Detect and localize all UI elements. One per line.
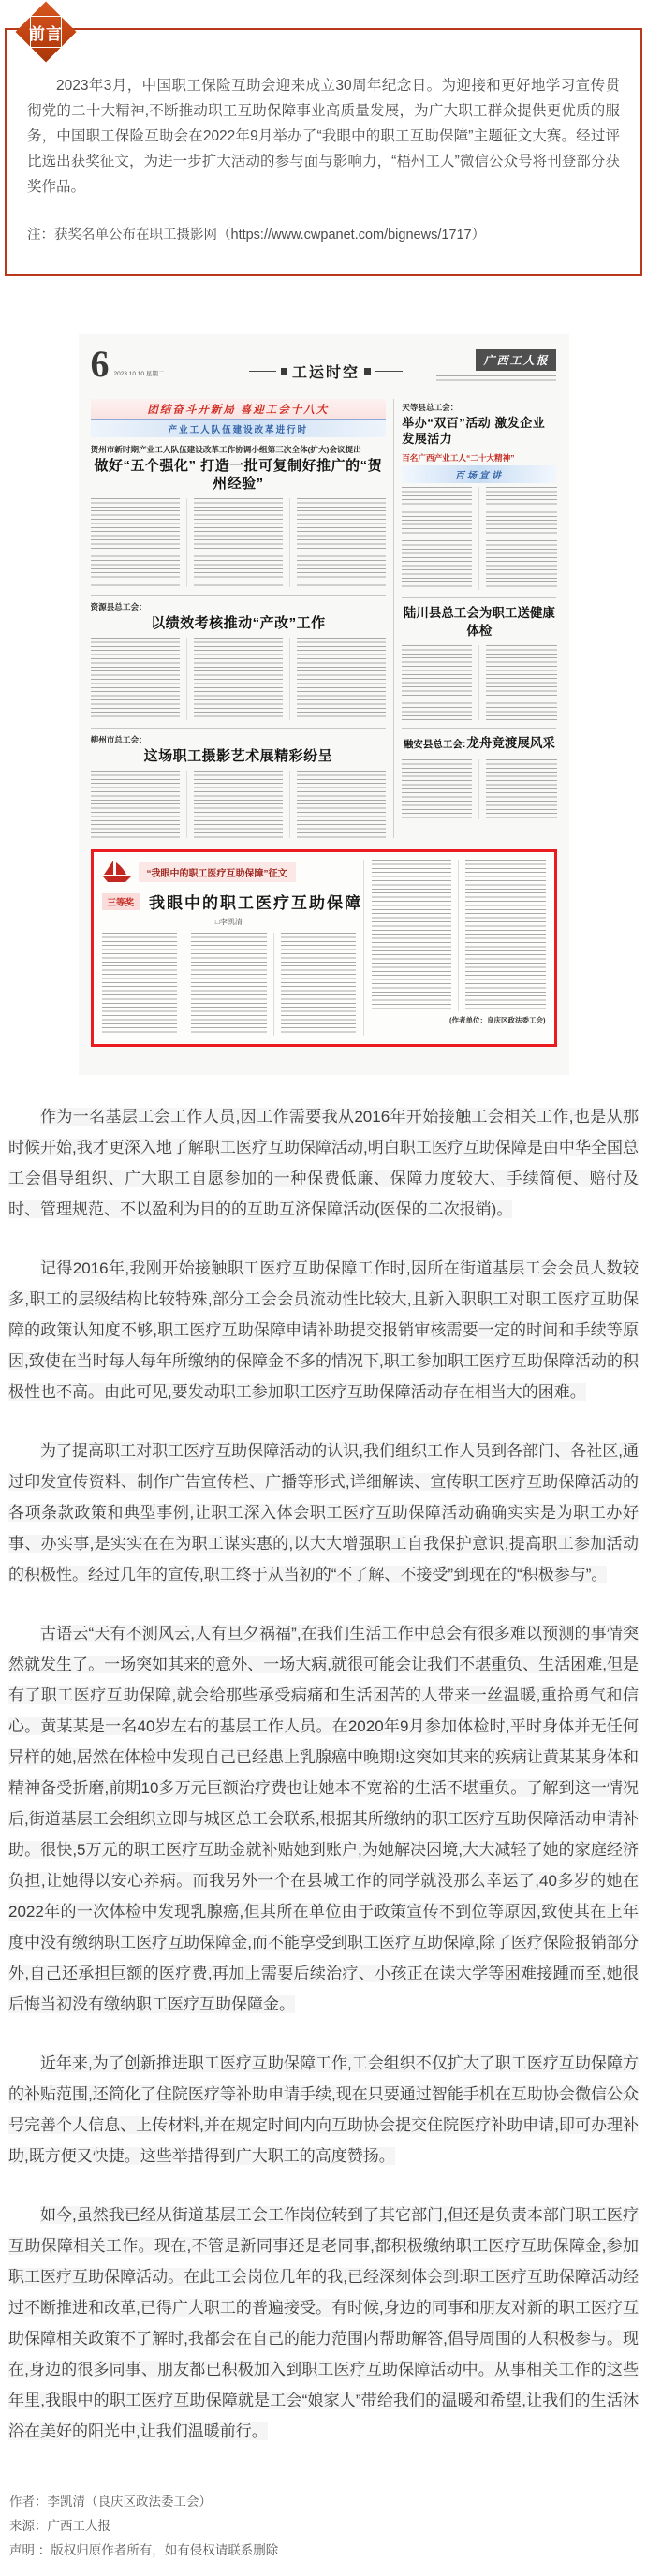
newspaper-masthead: 广西工人报 [476, 349, 556, 371]
newspaper-text-column [402, 645, 472, 720]
newspaper-text-column [478, 487, 556, 590]
newspaper-text-column [402, 759, 472, 819]
newspaper-text-column [289, 498, 386, 587]
article-kicker: 天等县总工会： [402, 403, 459, 412]
campaign-banner-red: 团结奋斗开新局 喜迎工会十八大 [91, 399, 387, 420]
feature-author-credit: (作者单位：良庆区政法委工会) [448, 1016, 546, 1024]
feature-column-tag: “我眼中的职工医疗互助保障”征文 [139, 862, 296, 882]
article-divider [91, 595, 387, 596]
article-subhead-red: 百名广西产业工人“二十大精神” [402, 453, 515, 463]
newspaper-text-block [402, 487, 556, 590]
feature-article-top [102, 860, 357, 884]
newspaper-header [90, 343, 557, 385]
newspaper-text-block [102, 933, 357, 1036]
article-paragraph [8, 1435, 639, 1590]
article-kicker: 资源县总工会： [90, 602, 147, 611]
rule-line [249, 371, 276, 372]
article-kicker-inline: 融安县总工会: [403, 739, 466, 750]
article-kicker: 贺州市新时期产业工人队伍建设改革工作协调小组第三次全体(扩大)会议提出 [90, 445, 361, 454]
newspaper-text-column [102, 933, 178, 1036]
paragraph-text: 为了提高职工对职工医疗互助保障活动的认识,我们组织工作人员到各部门、各社区,通过印发宣传资料、制作广告宣传栏、广播等形式,详细解读、宣传职工医疗互助保障活动的各项条款政策和典型事例,让职工深入体会职工医疗互助保障活动确确实实是为职工办好事、办实事,是实实在在为职工谋实惠的,以大大增强职工自我保护意识,提高职工参加活动的积极性。经过几年的宣传,职工终于从当初的“不了解、不接受”到现在的“积极参与”。 [8, 1442, 639, 1583]
newspaper-text-column [186, 498, 283, 587]
newspaper-text-column [458, 860, 545, 1011]
article-divider [91, 728, 387, 729]
preface-badge [19, 5, 73, 59]
newspaper-text-column [91, 638, 180, 720]
newspaper-text-block [91, 771, 387, 838]
feature-byline: □李凯清 [214, 918, 243, 926]
paragraph-text: 如今,虽然我已经从街道基层工会工作岗位转到了其它部门,但还是负责本部门职工医疗互助保障相关工作。现在,不管是新同事还是老同事,都积极缴纳职工医疗互助保障金,参加职工医疗互助保障活动。在此工会岗位几年的我,已经深刻体会到:职工医疗互助保障活动经过不断推进和改革,已得广大职工的普遍接受。有时候,身边的同事和朋友对新的职工医疗互助保障相关政策不了解时,我都会在自己的能力范围内帮助解答,倡导周围的人积极参与。现在,身边的很多同事、朋友都已积极加入到职工医疗互助保障活动中。从事相关工作的这些年里,我眼中的职工医疗互助保障就是工会“娘家人”带给我们的温暖和希望,让我们的生活沐浴在美好的阳光中,让我们温暖前行。 [8, 2206, 639, 2440]
credit-source: 来源：广西工人报 [9, 2519, 110, 2533]
campaign-banner-blue: 产业工人队伍建设改革进行时 [91, 420, 387, 437]
article-headline: 以绩效考核推动“产改”工作 [151, 615, 326, 631]
newspaper-text-column [273, 933, 357, 1036]
newspaper-columns [91, 399, 557, 838]
newspaper-text-block [91, 638, 387, 720]
newspaper-text-block [402, 759, 556, 819]
paragraph-text: 记得2016年,我刚开始接触职工医疗互助保障工作时,因所在街道基层工会会员人数较多,职工的层级结构比较特殊,部分工会会员流动性比较大,且新入职职工对职工医疗互助保障的政策认知度不够,职工医疗互助保障申请补助提交报销审核需要一定的时间和手续等原因,致使在当时每人每年所缴纳的保障金不多的情况下,职工参加职工医疗互助保障活动的积极性也不高。由此可见,要发动职工参加职工医疗互助保障活动存在相当大的困难。 [8, 1259, 639, 1401]
paragraph-text: 作为一名基层工会工作人员,因工作需要我从2016年开始接触工会相关工作,也是从那时候开始,我才更深入地了解职工医疗互助保障活动,明白职工医疗互助保障是由中华全国总工会倡导组织、广大职工自愿参加的一种保费低廉、保障力度较大、手续简便、赔付及时、管理规范、不以盈利为目的的互助互济保障活动(医保的二次报销)。 [8, 1108, 639, 1218]
newspaper-text-column [372, 860, 451, 1011]
award-badge: 三等奖 [102, 893, 140, 910]
article-subhead-blue: 百场宣讲 [402, 465, 556, 483]
credit-statement: 声明 ：版权归原作者所有，如有侵权请联系删除 [9, 2543, 279, 2557]
newspaper-section-block [249, 347, 403, 382]
feature-article-left [102, 860, 364, 1036]
newspaper-text-column [91, 498, 180, 587]
paragraph-text: 古语云“天有不测风云,人有旦夕祸福”,在我们生活工作中总会有很多难以预测的事情突然就发生了。一场突如其来的意外、一场大病,就很可能会让我们不堪重负、生活困难,但是有了职工医疗互助保障,就会给那些承受病痛和生活困苦的人带来一丝温暖,重拾勇气和信心。黄某某是一名40岁左右的基层工作人员。在2020年9月参加体检时,平时身体并无任何异样的她,居然在体检中发现自己已经患上乳腺癌中晚期!这突如其来的疾病让黄某某身体和精神备受折磨,前期10多万元巨额治疗费也让她本不宽裕的生活不堪重负。了解到这一情况后,街道基层工会组织立即与城区总工会联系,根据其所缴纳的职工医疗互助保障活动申请补助。很快,5万元的职工医疗互助金就补贴她到账户,为她解决困境,大大减轻了她的家庭经济负担,让她得以安心养病。而我另外一个在县城工作的同学就没那么幸运了,40多岁的她在2022年的一次体检中发现乳腺癌,但其所在单位由于政策宣传不到位等原因,致使其在上年度中没有缴纳职工医疗互助保障金,而不能享受到职工医疗互助保障,除了医疗保险报销部分外,自己还承担巨额的医疗费,再加上需要后续治疗、小孩正在读大学等困难接踵而至,她很后悔当初没有缴纳职工医疗互助保障金。 [8, 1625, 639, 2013]
feature-article-columns [102, 860, 546, 1036]
article-paragraph [8, 1253, 639, 1407]
article-headline: 这场职工摄影艺术展精彩纷呈 [143, 748, 333, 764]
newspaper-text-column [289, 638, 386, 720]
newspaper-left-column [91, 399, 394, 838]
sailboat-logo-icon [102, 860, 132, 884]
newspaper-text-block [402, 645, 556, 720]
newspaper-date: 2023.10.10 星期二 [113, 371, 165, 377]
newspaper-pageno-block [90, 343, 249, 385]
newspaper-text-column [478, 759, 556, 819]
credit-author: 作者：李凯清（良庆区政法委工会） [9, 2495, 212, 2509]
newspaper-text-block [91, 498, 387, 587]
feature-headline: 我眼中的职工医疗互助保障 [149, 894, 363, 912]
paragraph-text: 近年来,为了创新推进职工医疗互助保障工作,工会组织不仅扩大了职工医疗互助保障方的补贴范围,还简化了住院医疗等补助申请手续,现在只要通过智能手机在互助协会微信公众号完善个人信息、上传材料,并在规定时间内向互助协会提交住院医疗补助申请,即可办理补助,既方便又快捷。这些举措得到广大职工的高度赞扬。 [8, 2054, 639, 2165]
feature-headline-row [102, 890, 363, 913]
article-headline [402, 734, 556, 754]
square-ornament-icon [281, 368, 287, 375]
article-divider [402, 597, 556, 598]
preface-box [5, 24, 642, 276]
newspaper-text-column [91, 771, 180, 838]
credits-footer [9, 2490, 638, 2563]
preface-badge-label: 前言 [29, 24, 63, 43]
article-headline-text: 龙舟竞渡展风采 [466, 736, 555, 750]
article-paragraph [8, 2048, 639, 2171]
newspaper-text-column [184, 933, 267, 1036]
newspaper-section-title: 工运时空 [291, 365, 360, 381]
newspaper-fine-print [436, 375, 556, 381]
article-divider [402, 728, 556, 729]
newspaper-text-column [402, 487, 472, 590]
newspaper-text-block [372, 860, 545, 1011]
rule-line [375, 371, 403, 372]
preface-note: 注：获奖名单公布在职工摄影网（https://www.cwpanet.com/bignews/1717） [27, 228, 486, 243]
article-body [8, 1101, 639, 2447]
preface-section [0, 0, 647, 276]
article-paragraph [8, 1101, 639, 1225]
article-paragraph [8, 1618, 639, 2020]
article-headline: 做好“五个强化” 打造一批可复制好推广的“贺州经验” [94, 458, 383, 492]
article-headline: 举办“双百”活动 激发企业发展活力 [402, 416, 546, 446]
article-headline: 陆川县总工会为职工送健康体检 [403, 606, 555, 638]
campaign-banner [91, 399, 387, 437]
newspaper-text-column [186, 771, 283, 838]
newspaper-page-number: 6 [90, 343, 110, 385]
newspaper-scan [79, 334, 569, 1075]
square-ornament-icon [364, 368, 371, 375]
newspaper-text-column [289, 771, 386, 838]
newspaper-text-column [186, 638, 283, 720]
newspaper-text-column [478, 645, 556, 720]
newspaper-masthead-block [403, 347, 556, 381]
article-kicker: 柳州市总工会： [90, 735, 147, 744]
feature-article-right [363, 860, 545, 1036]
newspaper-right-column [393, 399, 556, 838]
feature-article-box [91, 849, 557, 1047]
preface-text: 2023年3月，中国职工保险互助会迎来成立30周年纪念日。为迎接和更好地学习宣传贯彻党的二十大精神,不断推动职工互助保障事业高质量发展，为广大职工群众提供更优质的服务，中国职工保险互助会在2022年9月举办了“我眼中的职工互助保障”主题征文大赛。经过评比选出获奖征文，为进一步扩大活动的参与面与影响力，“梧州工人”微信公众号将刊登部分获奖作品。 [27, 78, 620, 195]
article-paragraph [8, 2200, 639, 2447]
